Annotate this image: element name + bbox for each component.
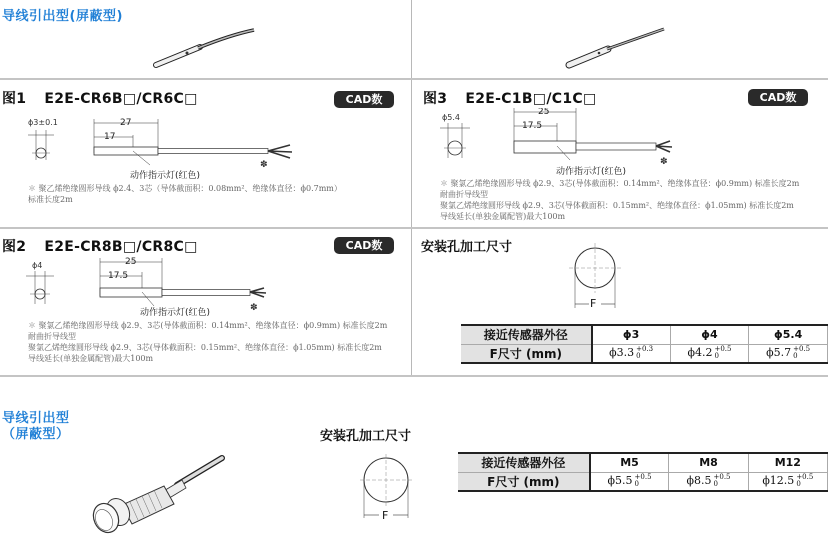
table-row bbox=[458, 472, 828, 491]
mount-hole-f-label: F bbox=[590, 297, 597, 310]
table-cell: M12 bbox=[748, 453, 827, 472]
table-cell: M8 bbox=[669, 453, 748, 472]
mount-hole-title: 安装孔加工尺寸 bbox=[421, 240, 513, 255]
model-name: E2E-CR6B□/CR6C□ bbox=[44, 91, 198, 107]
table-cell: ϕ5.4 bbox=[749, 325, 828, 344]
row-header: F尺寸 (mm) bbox=[461, 344, 592, 363]
svg-text:17.5: 17.5 bbox=[108, 271, 129, 281]
sensor-illustration-icon bbox=[563, 25, 673, 70]
svg-text:25: 25 bbox=[125, 257, 137, 267]
svg-text:✽: ✽ bbox=[660, 157, 668, 167]
threaded-sensor-illustration-icon bbox=[82, 450, 232, 535]
figure-number: 图3 bbox=[423, 91, 448, 107]
table-cell: ϕ3 bbox=[592, 325, 671, 344]
section-title-shielded-lead: 导线引出型(屏蔽型) bbox=[2, 9, 123, 24]
mount-hole-f-label: F bbox=[382, 509, 389, 522]
table-cell: ϕ4.2 +0.5 0 bbox=[670, 344, 749, 363]
led-indicator-label: 动作指示灯(红色) bbox=[140, 308, 211, 318]
svg-text:ϕ4: ϕ4 bbox=[32, 261, 43, 270]
row-header: 接近传感器外径 bbox=[458, 453, 590, 472]
divider-top bbox=[0, 78, 828, 80]
figure-2-title bbox=[2, 236, 198, 256]
table-cell: ϕ8.5 +0.5 0 bbox=[669, 472, 748, 491]
table-row bbox=[458, 453, 828, 472]
table-cell: ϕ12.5 +0.5 0 bbox=[748, 472, 827, 491]
svg-text:17: 17 bbox=[104, 132, 116, 142]
cad-data-button[interactable]: CAD数据 bbox=[748, 89, 808, 106]
bottom-section-title: 导线引出型 （屏蔽型） bbox=[2, 411, 70, 442]
figure-number: 图2 bbox=[2, 239, 27, 255]
table-cell: M5 bbox=[590, 453, 669, 472]
model-name: E2E-C1B□/C1C□ bbox=[465, 91, 597, 107]
svg-text:✽: ✽ bbox=[250, 303, 258, 313]
figure-number: 图1 bbox=[2, 91, 27, 107]
figure-1-title bbox=[2, 88, 198, 108]
svg-text:ϕ5.4: ϕ5.4 bbox=[442, 113, 460, 122]
sensor-illustration-icon bbox=[150, 25, 260, 70]
table-cell: ϕ5.7 +0.5 0 bbox=[749, 344, 828, 363]
table-row bbox=[461, 325, 828, 344]
figure-3-note: ✽ 聚氯乙烯绝缘圆形导线 ϕ2.9、3芯(导体截面积：0.14mm²、绝缘体直径：ϕ0.9mm) 标准长度2m 耐曲折导线型 聚氯乙烯绝缘圆形导线 ϕ2.9、3芯(导体截面积：0.15mm²、绝缘体直径：ϕ1.05mm) 标准长度2m 导线延长(单独金属配管)最大100m bbox=[440, 179, 800, 221]
mount-hole-table-top bbox=[461, 324, 828, 364]
svg-text:27: 27 bbox=[120, 118, 132, 128]
led-indicator-label: 动作指示灯(红色) bbox=[556, 167, 627, 177]
figure-3-drawing bbox=[430, 108, 690, 168]
figure-3-title bbox=[423, 88, 596, 108]
svg-text:17.5: 17.5 bbox=[522, 121, 543, 131]
divider-bottom bbox=[0, 375, 828, 377]
table-cell: ϕ3.3 +0.3 0 bbox=[592, 344, 671, 363]
cad-data-button[interactable]: CAD数据 bbox=[334, 237, 394, 254]
table-row bbox=[461, 344, 828, 363]
figure-1-drawing bbox=[20, 115, 320, 175]
cad-data-button[interactable]: CAD数据 bbox=[334, 91, 394, 108]
mount-hole-table-bottom bbox=[458, 452, 828, 492]
figure-1-note: ✽ 聚乙烯绝缘圆形导线 ϕ2.4、3芯（导体截面积：0.08mm²、绝缘体直径：ϕ0.7mm） 标准长度2m bbox=[28, 184, 342, 204]
svg-text:25: 25 bbox=[538, 108, 550, 117]
model-name: E2E-CR8B□/CR8C□ bbox=[44, 239, 198, 255]
table-cell: ϕ5.5 +0.5 0 bbox=[590, 472, 669, 491]
row-header: 接近传感器外径 bbox=[461, 325, 592, 344]
figure-2-note: ✽ 聚氯乙烯绝缘圆形导线 ϕ2.9、3芯(导体截面积：0.14mm²、绝缘体直径：ϕ0.9mm) 标准长度2m 耐曲折导线型 聚氯乙烯绝缘圆形导线 ϕ2.9、3芯(导体截面积：0.15mm²、绝缘体直径：ϕ1.05mm) 标准长度2m 导线延长(单独金属配管)最大100m bbox=[28, 321, 388, 363]
table-cell: ϕ4 bbox=[670, 325, 749, 344]
vertical-divider bbox=[411, 0, 412, 376]
led-indicator-label: 动作指示灯(红色) bbox=[130, 171, 201, 181]
divider-middle bbox=[0, 227, 828, 229]
svg-text:✽: ✽ bbox=[260, 160, 268, 170]
row-header: F尺寸 (mm) bbox=[458, 472, 590, 491]
diameter-label: ϕ3±0.1 bbox=[28, 118, 58, 127]
bottom-mount-hole-title: 安装孔加工尺寸 bbox=[320, 429, 412, 444]
